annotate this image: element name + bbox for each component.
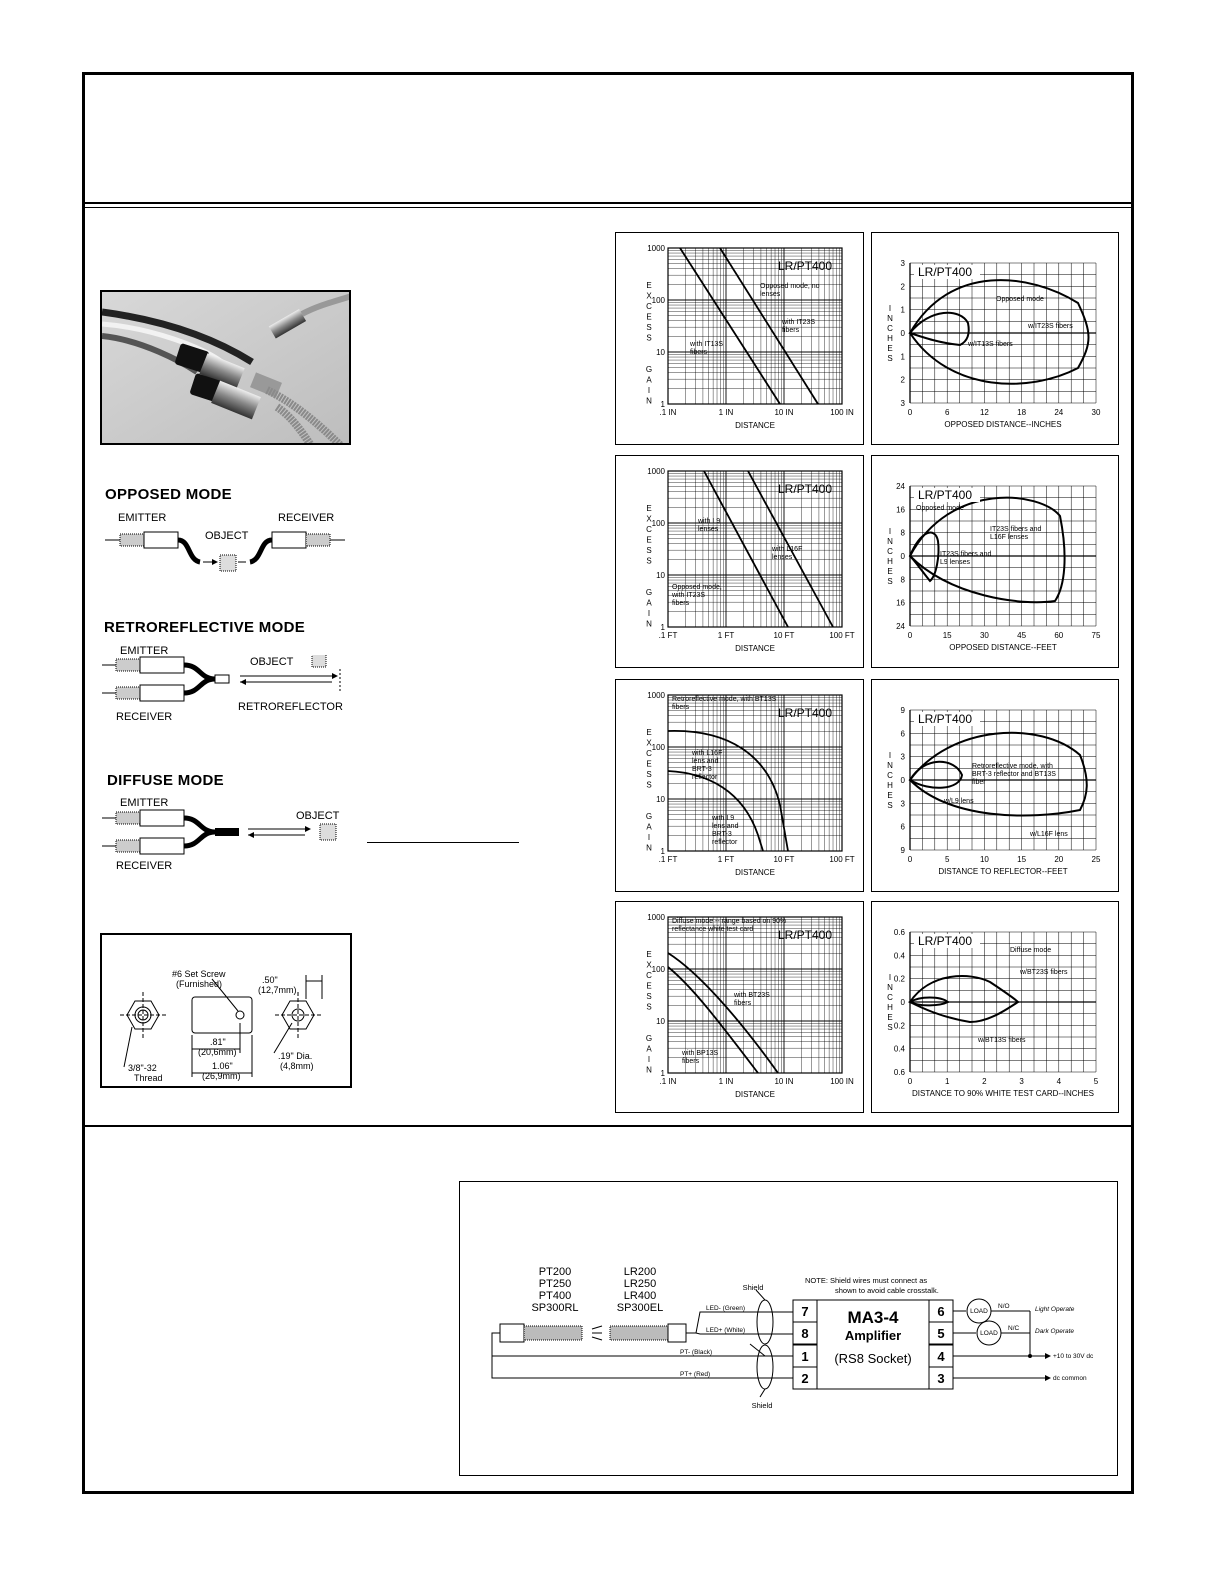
y-tick-label: 16 [896,505,905,515]
x-tick-label: 25 [1091,855,1101,864]
curve-label-1: with L9 lenses [698,518,721,533]
y-axis-letter: S [646,992,652,1001]
retro-receiver-label: RECEIVER [116,711,173,723]
common-label: dc common [1053,1375,1087,1382]
y-axis-letter: S [887,577,893,586]
y-axis-letter: I [647,833,651,842]
x-axis-label: DISTANCE TO REFLECTOR--FEET [938,867,1068,876]
y-axis-letter: I [647,609,651,618]
beam-label-2: w/IT13S fibers [968,341,1013,348]
beam-pattern-2 [910,762,962,788]
x-tick-label: 30 [979,631,989,640]
pin-3: 3 [937,1371,945,1386]
gain-chart-3 [615,679,864,892]
curve-label-2: with L9 lens and BRT-3 reflector [712,815,739,846]
y-tick-label: 3 [900,399,905,408]
y-axis-letter: E [646,535,652,545]
wiring-diagram [459,1181,1118,1476]
x-axis-label: OPPOSED DISTANCE--INCHES [944,420,1062,429]
short-rule [367,842,519,843]
y-tick-label: 24 [896,622,905,631]
y-axis-letter: S [646,333,652,343]
y-tick-label: 2 [900,375,905,385]
thread-label: 3/8"-32 [128,1063,157,1073]
y-tick-label: 1000 [647,244,665,253]
lr-model-2: LR400 [623,1290,657,1302]
beam-label-2: w/L16F lens [1030,831,1068,838]
y-tick-label: 0.2 [893,974,905,984]
y-tick-label: 3 [900,799,905,809]
beam-pattern-1 [910,976,1018,1022]
y-tick-label: 9 [900,706,905,715]
y-tick-label: 16 [896,598,905,608]
y-axis-letter: G [645,812,653,821]
chart-title: LR/PT400 [918,265,973,279]
pin-6: 6 [937,1304,945,1319]
y-tick-label: 1000 [647,467,665,476]
gain-chart-1 [615,232,864,445]
y-axis-letter: N [646,396,652,406]
chart-title: LR/PT400 [778,259,833,273]
lr-model-0: LR200 [623,1266,657,1278]
y-tick-label: 0.6 [893,1068,905,1077]
y-axis-letter: H [887,1003,893,1012]
y-tick-label: 0 [900,329,905,338]
x-tick-label: 0 [907,855,913,864]
diffuse-emitter-label: EMITTER [120,797,169,809]
y-axis-letter: I [647,386,651,395]
curve-label-2: with L16F lenses [772,546,803,561]
beam-label-1: w/IT23S fibers [1028,323,1073,330]
y-axis-letter: I [888,304,892,313]
y-axis-letter: E [646,728,652,737]
x-tick-label: 1 FT [717,631,735,640]
curve-label-2: with IT23S fibers [782,319,816,334]
y-axis-letter: S [646,546,652,555]
y-axis-letter: N [887,983,893,992]
y-axis-letter: S [887,354,893,363]
gain-chart-4 [615,901,864,1113]
beam-note: Diffuse mode [1010,947,1052,954]
y-axis-letter: S [646,323,652,332]
y-axis-letter: C [887,547,893,556]
x-tick-label: 0 [907,1077,913,1086]
chart-note: Opposed mode, no lenses [760,283,820,298]
y-axis-letter: S [887,1023,893,1032]
x-tick-label: 15 [1017,855,1027,864]
opposed-mode-diagram [100,525,350,575]
shield-label-top: Shield [742,1283,764,1292]
dark-operate: Dark Operate [1035,1328,1075,1335]
x-tick-label: 10 IN [774,408,794,417]
y-axis-letter: S [646,1002,652,1012]
y-tick-label: 1 [660,1069,665,1078]
y-tick-label: 6 [900,822,905,832]
x-tick-label: .1 IN [659,408,677,417]
shield-label-bottom: Shield [751,1401,773,1410]
curve-label-1: with BT23S fibers [734,992,770,1007]
amp-name: MA3-4 [847,1308,899,1327]
chart-title: LR/PT400 [778,482,833,496]
y-tick-label: 24 [896,482,905,491]
y-axis-letter: N [646,843,652,853]
y-axis-letter: N [887,761,893,770]
y-tick-label: 1 [900,352,905,362]
y-tick-label: 1000 [647,691,665,700]
chart-title: LR/PT400 [918,488,973,502]
y-axis-letter: S [887,801,893,810]
y-tick-label: 100 [651,296,665,305]
x-axis-label: DISTANCE [735,421,775,430]
y-axis-letter: E [887,344,893,353]
y-tick-label: 3 [900,259,905,268]
y-axis-letter: X [646,960,652,970]
product-photo [100,290,351,445]
load-label-1: LOAD [970,1308,988,1315]
beam-label-2: IT23S fibers and L9 lenses [940,551,992,566]
y-tick-label: 1 [660,847,665,856]
x-tick-label: 18 [1017,408,1027,417]
y-tick-label: 0.4 [893,1044,905,1054]
y-axis-letter: X [646,291,652,301]
beam-chart-2 [871,455,1119,668]
y-axis-letter: N [887,314,893,323]
chart-title: LR/PT400 [778,706,833,720]
x-axis-label: DISTANCE TO 90% WHITE TEST CARD--INCHES [912,1089,1094,1098]
x-tick-label: 1 IN [718,1077,734,1086]
pin-5: 5 [937,1326,945,1341]
diffuse-mode-diagram [100,808,350,858]
x-tick-label: 4 [1056,1077,1062,1086]
section-divider [82,1125,1134,1127]
beam-note: Opposed mode [996,296,1044,303]
x-tick-label: 2 [982,1077,987,1086]
pin-7: 7 [801,1304,809,1319]
x-tick-label: 100 IN [830,1077,854,1086]
opposed-emitter-label: EMITTER [118,512,167,524]
y-axis-letter: E [646,759,652,769]
gain-curve-1 [680,248,780,404]
nc-label: N/C [1008,1325,1020,1332]
lr-model-1: LR250 [623,1278,657,1290]
y-tick-label: 0 [900,998,905,1007]
retro-object-label: OBJECT [250,656,294,668]
wire-pt-plus: PT+ (Red) [680,1371,711,1378]
x-tick-label: 6 [944,408,950,417]
beam-label-1: w/L9 lens [944,798,974,805]
chart-note: Diffuse mode -- range based on 90% reflectance white test card [672,918,787,933]
dim-50: .50" [262,975,278,985]
beam-chart-4 [871,901,1119,1113]
y-axis-letter: G [645,1034,653,1043]
y-tick-label: 0.2 [893,1021,905,1031]
y-tick-label: 2 [900,282,905,292]
x-tick-label: 0 [907,408,913,417]
x-tick-label: 10 IN [774,1077,794,1086]
chart-title: LR/PT400 [778,928,833,942]
y-axis-letter: C [887,324,893,333]
amp-socket: (RS8 Socket) [834,1351,912,1366]
wire-led-minus: LED- (Green) [706,1305,746,1312]
diffuse-receiver-label: RECEIVER [116,860,173,872]
diffuse-mode-title: DIFFUSE MODE [107,772,224,789]
shield-note-2: shown to avoid cable crosstalk. [835,1286,939,1295]
beam-note: Retroreflective mode, with BRT-3 reflector and BT13S fiber [972,763,1056,786]
x-tick-label: 75 [1091,631,1101,640]
no-label: N/O [998,1303,1010,1310]
dimension-drawing [100,933,352,1088]
y-tick-label: 10 [656,1017,665,1026]
y-axis-letter: I [888,527,892,536]
shield-note-1: NOTE: Shield wires must connect as [805,1276,928,1285]
y-axis-letter: H [887,781,893,790]
retro-mode-diagram [100,655,350,705]
pin-2: 2 [801,1371,809,1386]
x-tick-label: 45 [1017,631,1027,640]
x-tick-label: 100 IN [830,408,854,417]
opposed-receiver-label: RECEIVER [278,512,335,524]
y-axis-letter: E [646,504,652,513]
x-axis-label: OPPOSED DISTANCE--FEET [949,643,1057,652]
x-tick-label: 30 [1091,408,1101,417]
y-axis-letter: N [646,1065,652,1075]
y-axis-letter: C [646,525,652,534]
y-tick-label: 0.4 [893,951,905,961]
y-tick-label: 10 [656,795,665,804]
pin-1: 1 [801,1349,809,1364]
x-tick-label: 1 IN [718,408,734,417]
dim-81-mm: (20,6mm) [198,1047,237,1057]
chart-note: Retroreflective mode, with BT13S fibers [672,696,777,711]
supply-label: +10 to 30V dc [1053,1353,1094,1360]
y-axis-letter: C [646,302,652,311]
y-axis-letter: I [888,973,892,982]
y-axis-letter: N [887,537,893,546]
x-tick-label: 5 [1093,1077,1099,1086]
x-tick-label: 10 [979,855,989,864]
beam-pattern-2 [910,533,939,581]
y-tick-label: 10 [656,571,665,580]
pt-model-2: PT400 [538,1290,572,1302]
opposed-object-label: OBJECT [205,530,249,542]
y-tick-label: 100 [651,965,665,974]
header-divider-thin [82,207,1134,208]
x-axis-label: DISTANCE [735,1090,775,1099]
y-axis-letter: A [646,375,652,385]
y-tick-label: 100 [651,743,665,752]
beam-pattern-2 [910,313,969,345]
beam-label-2: w/BT13S fibers [978,1037,1026,1044]
lr-model-3: SP300EL [616,1302,664,1314]
dia-mm-label: (4,8mm) [280,1061,314,1071]
y-axis-letter: C [887,771,893,780]
dim-81: .81" [210,1037,226,1047]
y-axis-letter: E [646,950,652,959]
pt-model-0: PT200 [538,1266,572,1278]
chart-note: Opposed mode, with IT23S fibers [672,584,722,607]
y-axis-letter: G [645,365,653,374]
y-tick-label: 10 [656,348,665,357]
chart-title: LR/PT400 [918,712,973,726]
x-tick-label: 10 FT [773,631,795,640]
beam-chart-1 [871,232,1119,445]
y-axis-letter: A [646,1044,652,1054]
y-axis-letter: A [646,822,652,832]
y-axis-letter: S [646,770,652,779]
x-tick-label: 10 FT [773,855,795,864]
y-axis-letter: A [646,598,652,608]
y-tick-label: 1 [900,305,905,315]
pt-model-3: SP300RL [531,1302,579,1314]
y-tick-label: 6 [900,729,905,739]
opposed-mode-title: OPPOSED MODE [105,486,232,503]
y-tick-label: 8 [900,528,905,538]
y-axis-letter: H [887,557,893,566]
y-axis-letter: E [887,567,893,576]
wire-pt-minus: PT- (Black) [680,1349,713,1356]
y-tick-label: 0 [900,776,905,785]
x-tick-label: 20 [1054,855,1064,864]
y-tick-label: 1 [660,623,665,632]
y-tick-label: 3 [900,752,905,762]
beam-chart-3 [871,679,1119,892]
y-axis-letter: X [646,738,652,748]
y-axis-letter: E [887,791,893,800]
y-tick-label: 1000 [647,913,665,922]
y-axis-letter: E [646,981,652,991]
x-tick-label: 100 FT [829,855,855,864]
y-tick-label: 100 [651,519,665,528]
y-axis-letter: E [646,312,652,322]
x-tick-label: 24 [1054,408,1064,417]
x-tick-label: 100 FT [829,631,855,640]
load-label-2: LOAD [980,1330,998,1337]
light-operate: Light Operate [1035,1306,1075,1313]
curve-label-1: with IT13S fibers [690,341,724,356]
beam-pattern-1 [910,498,1065,603]
y-axis-letter: C [887,993,893,1002]
curve-label-2: with BP13S fibers [682,1050,719,1065]
wire-led-plus: LED+ (White) [706,1327,746,1334]
pt-model-1: PT250 [538,1278,572,1290]
dia-label: .19" Dia. [278,1051,313,1061]
pin-4: 4 [937,1349,945,1364]
dim-106-mm: (26,9mm) [202,1071,241,1081]
y-axis-letter: I [647,1055,651,1064]
y-tick-label: 1 [660,400,665,409]
pin-8: 8 [801,1326,809,1341]
thread-label-2: Thread [134,1073,163,1083]
x-tick-label: 0 [907,631,913,640]
chart-title: LR/PT400 [918,934,973,948]
y-axis-letter: S [646,780,652,790]
y-tick-label: 8 [900,575,905,585]
x-axis-label: DISTANCE [735,868,775,877]
y-axis-letter: C [646,971,652,980]
beam-label-1: w/BT23S fibers [1020,969,1068,976]
x-tick-label: 1 [944,1077,950,1086]
x-tick-label: 60 [1054,631,1064,640]
retro-mode-title: RETROREFLECTIVE MODE [104,619,306,636]
dim-106: 1.06" [212,1061,233,1071]
set-screw-label: #6 Set Screw [172,969,226,979]
curve-label-1: with L16F lens and BRT-3 reflector [692,750,723,781]
y-axis-letter: G [645,588,653,597]
set-screw-furnished: (Furnished) [176,979,223,989]
retro-emitter-label: EMITTER [120,645,169,657]
amp-sub: Amplifier [844,1328,902,1343]
beam-label-1: IT23S fibers and L16F lenses [990,526,1042,541]
x-tick-label: 5 [944,855,950,864]
y-axis-letter: N [646,619,652,629]
x-tick-label: 1 FT [717,855,735,864]
x-tick-label: .1 FT [658,855,678,864]
x-tick-label: 12 [979,408,989,417]
x-tick-label: 3 [1019,1077,1024,1086]
y-axis-letter: X [646,514,652,524]
beam-note: Opposed mode [916,505,964,512]
diffuse-object-label: OBJECT [296,810,340,822]
y-axis-letter: E [646,281,652,290]
y-tick-label: 0.6 [893,928,905,937]
y-axis-letter: E [887,1013,893,1022]
y-axis-letter: H [887,334,893,343]
y-axis-letter: S [646,556,652,566]
dim-50-mm: (12,7mm) [258,985,297,995]
y-axis-letter: I [888,751,892,760]
x-tick-label: 15 [942,631,952,640]
x-tick-label: .1 FT [658,631,678,640]
x-tick-label: .1 IN [659,1077,677,1086]
x-axis-label: DISTANCE [735,644,775,653]
header-divider [82,202,1134,204]
gain-chart-2 [615,455,864,668]
y-axis-letter: C [646,749,652,758]
y-tick-label: 9 [900,846,905,855]
retro-retroreflector-label: RETROREFLECTOR [238,701,343,713]
y-tick-label: 0 [900,552,905,561]
